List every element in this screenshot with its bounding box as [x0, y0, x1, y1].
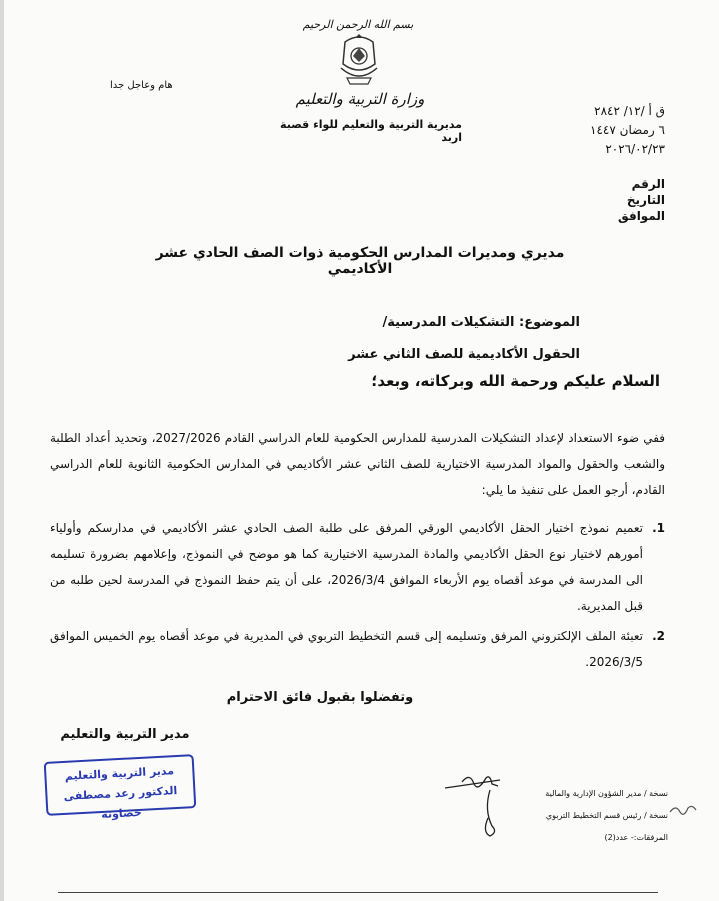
list-item — [50, 623, 665, 675]
list-item-number: 2. — [652, 629, 665, 643]
signer-title: مدير التربية والتعليم — [60, 727, 190, 742]
greeting: السلام عليكم ورحمة الله وبركاته، وبعد؛ — [371, 372, 660, 390]
footer-divider — [58, 892, 658, 893]
gregorian-date: ٢٠٢٦/٠٢/٢٣ — [605, 142, 665, 156]
official-stamp — [44, 754, 197, 822]
margin-initials-icon — [668, 800, 698, 820]
urgent-note: هام وعاجل جدا — [110, 80, 173, 91]
list-item-text: تعبئة الملف الإلكتروني المرفق وتسليمه إلى قسم التخطيط التربوي في المديرية في موعد أقصاه يوم الخميس الموافق 2026/3/5. — [50, 629, 643, 669]
label-number: الرقم — [631, 177, 665, 191]
jordan-crest-icon — [335, 34, 383, 88]
subject — [240, 307, 580, 371]
ministry-name: وزارة التربية والتعليم — [295, 90, 425, 108]
copy-line-1: نسخة / مدير الشؤون الإدارية والمالية — [545, 789, 668, 798]
list-item-text: تعميم نموذج اختيار الحقل الأكاديمي الورقي المرفق على طلبة الصف الحادي عشر الأكاديمي في مدارسكم وأولياء أمورهم لاختيار نوع الحقل الأكاديمي والمادة المدرسية الاختيارية كما هو موضح في النموذج، وإعلامهم بضرورة تسليمه الى المدرسة في موعد أقصاه يوم الأربعاء الموافق 2026/3/4، على أن يتم حفظ النموذج في المدرسة لحين طلبه من قبل المديرية. — [50, 521, 643, 613]
list-item — [50, 515, 665, 619]
copy-line-2: نسخة / رئيس قسم التخطيط التربوي — [545, 811, 668, 820]
reference-labels — [585, 176, 665, 224]
recipients: مديري ومديرات المدارس الحكومية ذوات الصف الحادي عشر الأكاديمي — [155, 245, 565, 277]
scan-edge — [0, 0, 4, 901]
stamp-title: مدير التربية والتعليم — [64, 764, 175, 783]
label-corresponding: الموافق — [618, 209, 665, 223]
label-date: التاريخ — [626, 193, 665, 207]
hijri-date: ٦ رمضان ١٤٤٧ — [590, 123, 665, 137]
stamp-name: الدكتور رعد مصطفى خصاونه — [63, 784, 178, 822]
instructions-list — [50, 515, 665, 675]
closing: وتفضلوا بقبول فائق الاحترام — [226, 690, 414, 705]
reference-block — [515, 102, 665, 159]
directorate-name: مديرية التربية والتعليم للواء قصبة اربد — [280, 118, 462, 144]
reference-number: ق أ /١٢/ ٢٨٤٢ — [594, 104, 665, 118]
subject-line-1: الموضوع: التشكيلات المدرسية/ — [382, 315, 580, 330]
attachments: المرفقات:- عدد(2) — [604, 833, 668, 842]
intro-paragraph: ففي ضوء الاستعداد لإعداد التشكيلات المدرسية للمدارس الحكومية للعام الدراسي القادم 2027/2026، وتحديد أعداد الطلبة والشعب والحقول والمواد المدرسية الاختيارية للصف الثاني عشر الأكاديمي في المدارس الحكومية الثانوية للعام الدراسي القادم، أرجو العمل على تنفيذ ما يلي: — [50, 431, 665, 497]
list-item-number: 1. — [652, 521, 665, 535]
subject-line-2: الحقول الأكاديمية للصف الثاني عشر — [348, 347, 580, 362]
basmala: بسم الله الرحمن الرحيم — [302, 18, 414, 31]
copies-block — [440, 783, 668, 849]
